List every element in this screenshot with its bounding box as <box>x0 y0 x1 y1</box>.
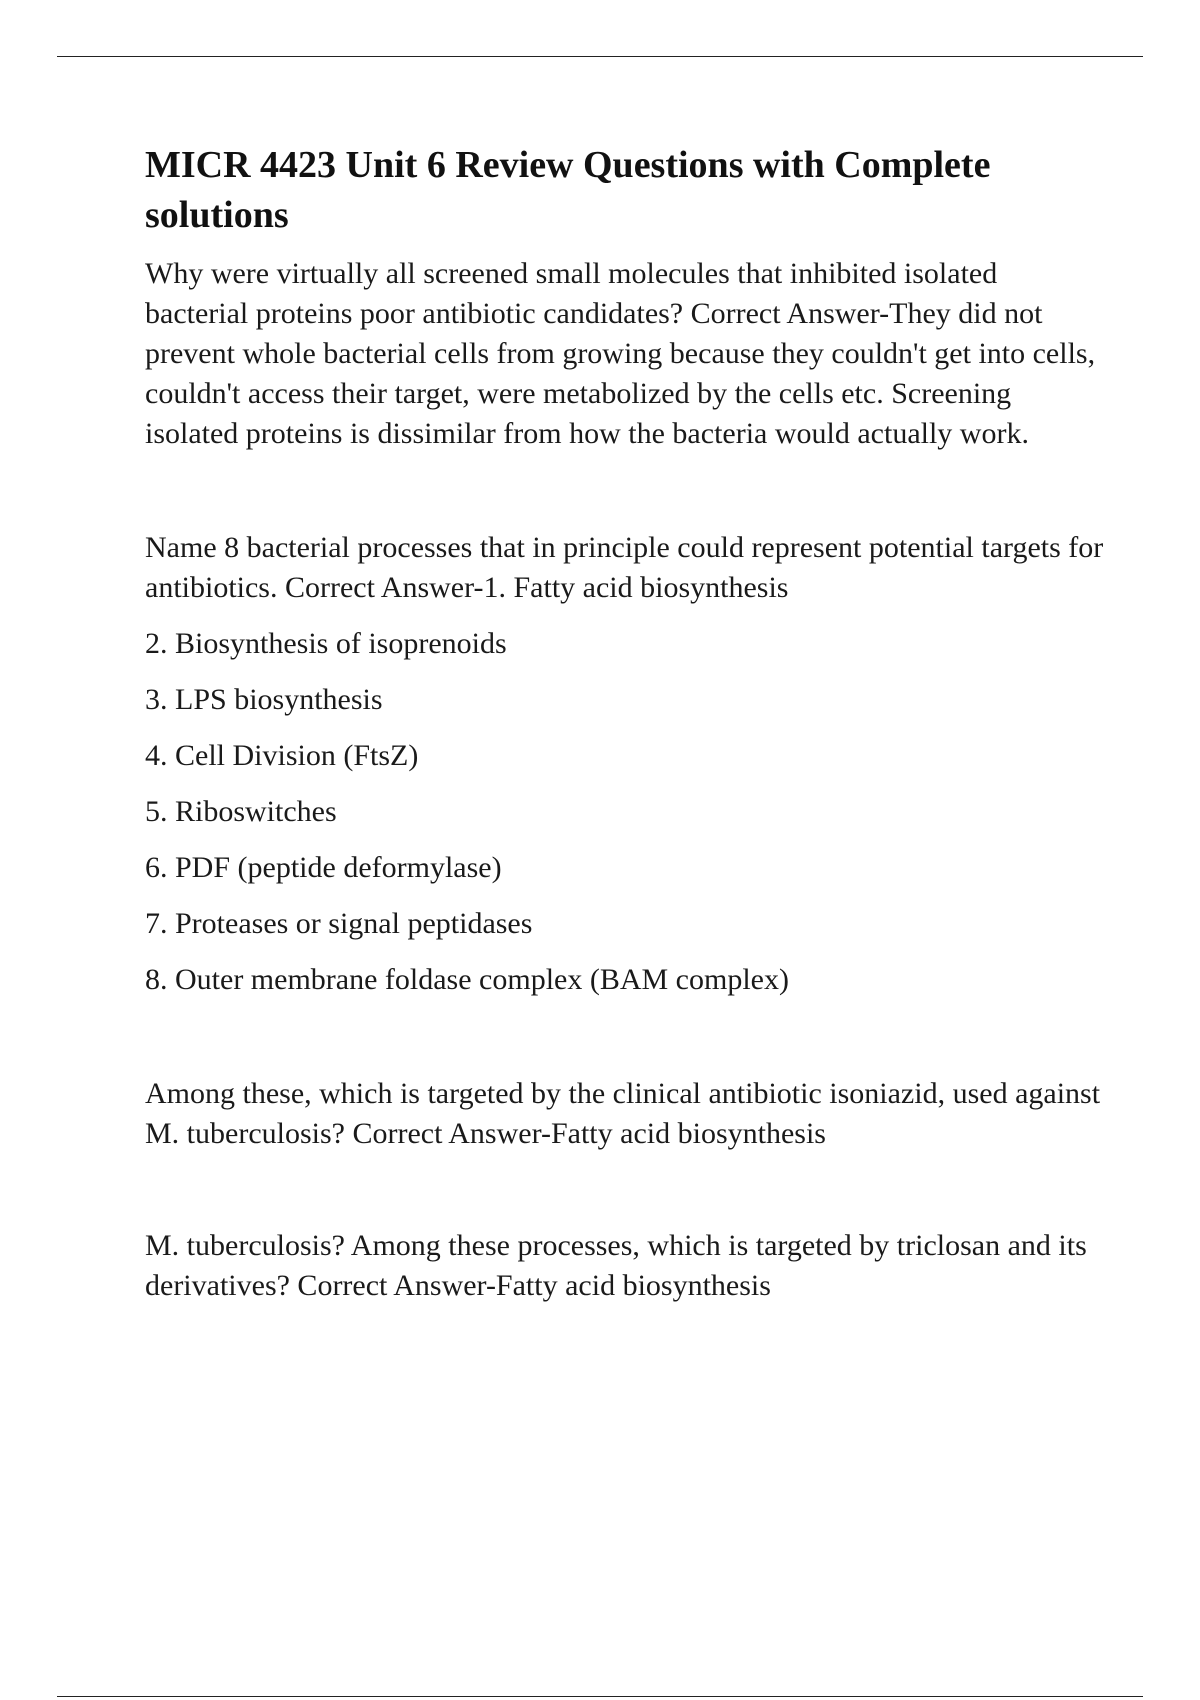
qa-item-3 <box>145 1074 1105 1154</box>
qa-text: M. tuberculosis? Among these processes, which is targeted by triclosan and its derivatives? Correct Answer-Fatty acid biosynthesis <box>145 1229 1087 1302</box>
qa-item-4 <box>145 1226 1105 1306</box>
document-body <box>145 140 1105 1306</box>
list-item: 6. PDF (peptide deformylase) <box>145 851 502 884</box>
list-item: 2. Biosynthesis of isoprenoids <box>145 627 507 660</box>
qa-item-2 <box>145 528 1105 1000</box>
list-item: 8. Outer membrane foldase complex (BAM complex) <box>145 963 789 996</box>
document-title: MICR 4423 Unit 6 Review Questions with Complete solutions <box>145 144 991 236</box>
qa-text: Name 8 bacterial processes that in principle could represent potential targets for antibiotics. Correct Answer-1. Fatty acid biosynthesis <box>145 531 1104 604</box>
list-item: 3. LPS biosynthesis <box>145 683 383 716</box>
bottom-rule <box>57 1696 1143 1697</box>
list-item: 4. Cell Division (FtsZ) <box>145 739 419 772</box>
top-rule <box>57 56 1143 57</box>
qa-text: Why were virtually all screened small molecules that inhibited isolated bacterial proteins poor antibiotic candidates? Correct Answer-They did not prevent whole bacterial cells from growing because they couldn't get into cells, couldn't access their target, were metabolized by the cells etc. Screening isolated proteins is dissimilar from how the bacteria would actually work. <box>145 257 1096 450</box>
qa-item-1 <box>145 254 1105 454</box>
list-item: 7. Proteases or signal peptidases <box>145 907 533 940</box>
list-item: 5. Riboswitches <box>145 795 337 828</box>
answer-list <box>145 624 1105 1000</box>
qa-text: Among these, which is targeted by the clinical antibiotic isoniazid, used against M. tuberculosis? Correct Answer-Fatty acid biosynthesis <box>145 1077 1101 1150</box>
